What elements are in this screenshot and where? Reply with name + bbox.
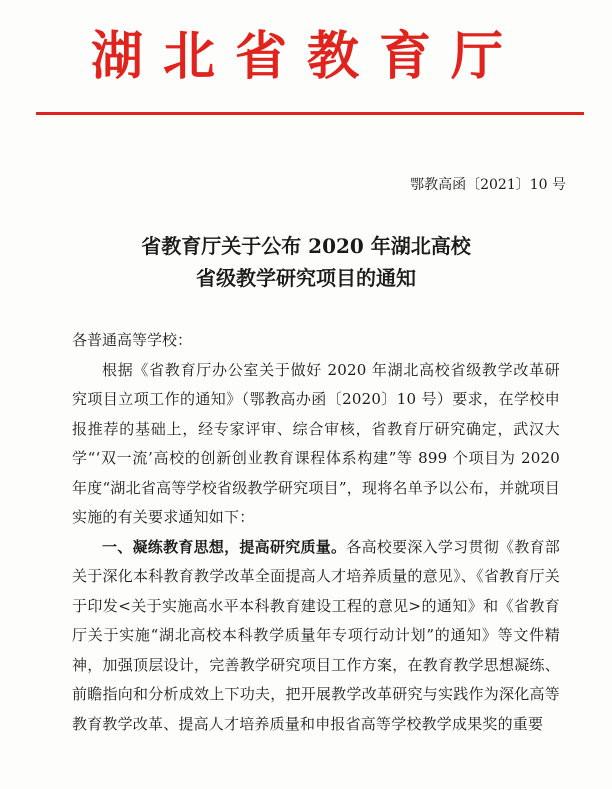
document-title [30, 230, 582, 294]
letterhead-red-rule [36, 112, 584, 115]
document-title-line-1: 省教育厅关于公布 2020 年湖北高校 [141, 234, 471, 258]
document-title-line-2: 省级教学研究项目的通知 [196, 266, 416, 290]
agency-letterhead: 湖北省教育厅 [90, 27, 523, 87]
section-1-text: 各高校要深入学习贯彻《教育部关于深化本科教育教学改革全面提高人才培养质量的意见》、《省教育厅关于印发<关于实施高水平本科教育建设工程的意见>的通知》和《省教育厅关于实施“湖北高校本科教学质量年专项行动计划”的通知》等文件精神，加强顶层设计，完善教学研究项目工作方案，在教育教学思想凝练、前瞻指向和分析成效上下功夫，把开展教学改革研究与实践作为深化高等教育教学改革、提高人才培养质量和申报省高等学校教学成果奖的重要 [72, 537, 560, 733]
section-1-heading: 一、凝练教育思想，提高研究质量。 [102, 537, 347, 556]
document-body [72, 326, 560, 739]
paragraph-intro: 根据《省教育厅办公室关于做好 2020 年湖北高校省级教学改革研究项目立项工作的通知》（鄂教高办函〔2020〕10 号）要求，在学校申报推荐的基础上，经专家评审、综合审核，省教育厅研究确定，武汉大学“‘双一流’高校的创新创业教育课程体系构建”等 899 个项目为 2020 年度“湖北省高等学校省级教学研究项目”，现将名单予以公布，并就项目实施的有关要求通知如下： [72, 360, 560, 526]
paragraph-section-1 [72, 533, 560, 740]
salutation: 各普通高等学校： [72, 331, 193, 349]
document-number: 鄂教高函〔2021〕10 号 [410, 177, 566, 193]
